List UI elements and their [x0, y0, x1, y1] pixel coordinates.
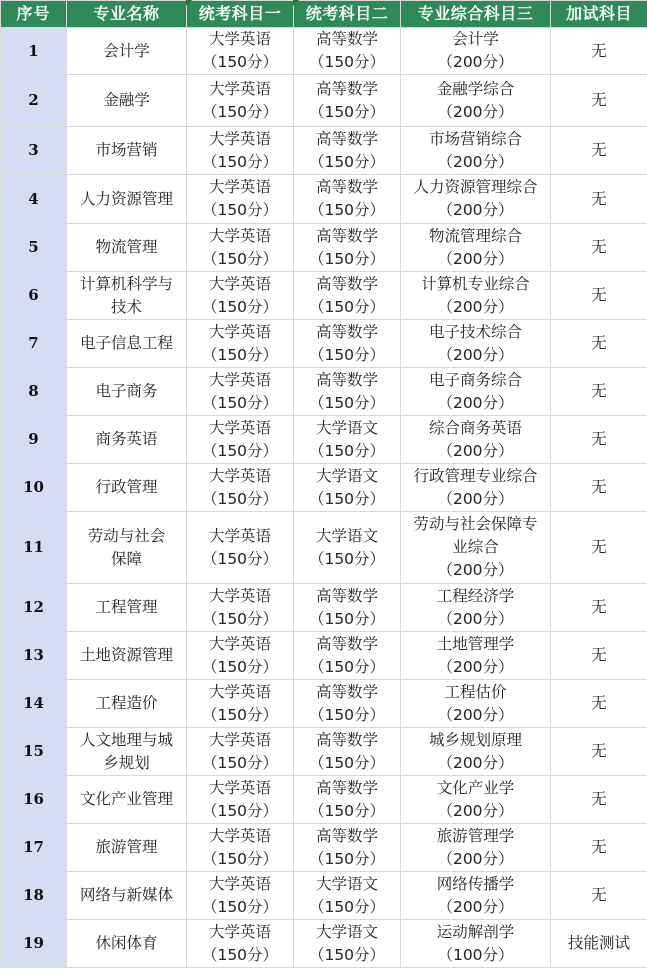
table-row — [1, 320, 647, 368]
header-subject1: 统考科目一 — [187, 1, 294, 28]
subject2-cell — [294, 224, 401, 272]
extra-subject: 无 — [551, 127, 647, 175]
subject1-cell-line: （150分） — [201, 549, 279, 568]
subject3-cell-line: 土地管理学 — [436, 634, 515, 653]
subject1-cell-line: 大学英语 — [208, 370, 271, 389]
subject1-cell-line: （150分） — [201, 201, 279, 219]
row-index: 13 — [1, 632, 67, 680]
subject3-cell-line: （200分） — [437, 249, 514, 268]
subject2-cell-line: （150分） — [308, 849, 386, 868]
major-name-line: 乡规划 — [103, 753, 150, 772]
subject2-cell — [294, 272, 401, 320]
major-name — [67, 28, 187, 75]
major-name-line: 金融学 — [103, 91, 150, 109]
subject1-cell-line: 大学英语 — [208, 178, 271, 196]
header-extra: 加试科目 — [551, 1, 647, 28]
extra-subject: 无 — [551, 320, 647, 368]
subject2-cell-line: 高等数学 — [315, 226, 378, 245]
major-name-line: 旅游管理 — [95, 838, 158, 856]
table-row — [1, 416, 647, 464]
subject1-cell — [187, 368, 294, 416]
subject3-cell — [401, 584, 551, 632]
subject1-cell — [187, 127, 294, 175]
cell-comment-marker — [293, 0, 299, 6]
subject2-cell-line: （150分） — [308, 152, 386, 171]
subject1-cell — [187, 175, 294, 224]
row-index: 10 — [1, 464, 67, 512]
major-name — [67, 320, 187, 368]
major-name — [67, 728, 187, 776]
subject1-cell-line: 大学英语 — [208, 274, 271, 293]
row-index: 11 — [1, 512, 67, 584]
subject3-cell — [401, 75, 551, 127]
subject2-cell-line: 高等数学 — [315, 586, 378, 605]
row-index: 4 — [1, 175, 67, 224]
subject1-cell-line: 大学英语 — [208, 634, 271, 653]
subject3-cell-line: 计算机专业综合 — [421, 274, 530, 293]
extra-subject: 无 — [551, 175, 647, 224]
table-row — [1, 680, 647, 728]
subject2-cell — [294, 320, 401, 368]
extra-subject: 技能测试 — [551, 920, 647, 968]
subject1-cell-line: （150分） — [201, 102, 279, 121]
subject3-cell-line: （200分） — [437, 849, 514, 868]
extra-subject: 无 — [551, 824, 647, 872]
header-major: 专业名称 — [67, 1, 187, 28]
subject3-cell-line: 行政管理专业综合 — [413, 466, 538, 485]
major-name — [67, 776, 187, 824]
subject2-cell-line: 高等数学 — [315, 682, 378, 701]
subject3-cell-line: （200分） — [437, 201, 514, 219]
subject2-cell — [294, 872, 401, 920]
major-name — [67, 920, 187, 968]
subject3-cell-line: （200分） — [437, 152, 514, 171]
table-row — [1, 512, 647, 584]
table-row — [1, 776, 647, 824]
subject3-cell — [401, 28, 551, 75]
subject3-cell — [401, 776, 551, 824]
subject2-cell-line: （150分） — [308, 657, 386, 676]
row-index: 1 — [1, 28, 67, 75]
subject3-cell-line: （200分） — [437, 489, 514, 508]
subject3-cell — [401, 368, 551, 416]
subject3-cell-line: 劳动与社会保障专 — [413, 515, 538, 533]
major-name-line: 保障 — [110, 549, 142, 568]
subject3-cell — [401, 872, 551, 920]
major-name-line: 人文地理与城 — [79, 730, 173, 749]
extra-subject: 无 — [551, 75, 647, 127]
major-name-line: 人力资源管理 — [79, 189, 173, 208]
major-name — [67, 416, 187, 464]
subject2-cell-line: 高等数学 — [315, 730, 378, 749]
major-name-line: 市场营销 — [95, 141, 158, 159]
major-name — [67, 224, 187, 272]
subject2-cell-line: 大学语文 — [315, 526, 378, 545]
subject1-cell — [187, 28, 294, 75]
major-name-line: 文化产业管理 — [79, 790, 173, 808]
table-row — [1, 28, 647, 75]
subject1-cell-line: （150分） — [201, 705, 279, 724]
major-name — [67, 368, 187, 416]
subject3-cell-line: 运动解剖学 — [436, 922, 515, 941]
subject3-cell-line: （200分） — [437, 753, 514, 772]
subject2-cell — [294, 464, 401, 512]
row-index: 2 — [1, 75, 67, 127]
subject3-cell — [401, 127, 551, 175]
subject1-cell-line: 大学英语 — [208, 730, 271, 749]
subject1-cell — [187, 776, 294, 824]
subject3-cell-line: （200分） — [437, 609, 514, 628]
major-name-line: 计算机科学与 — [79, 274, 173, 293]
table-row — [1, 464, 647, 512]
major-name — [67, 127, 187, 175]
subject3-cell — [401, 728, 551, 776]
subject1-cell-line: （150分） — [201, 897, 279, 916]
subject1-cell-line: （150分） — [201, 297, 279, 316]
major-name — [67, 632, 187, 680]
subject2-cell-line: 大学语文 — [315, 418, 378, 437]
subject2-cell-line: （150分） — [308, 753, 386, 772]
subject1-cell — [187, 75, 294, 127]
subject3-cell — [401, 680, 551, 728]
subject2-cell-line: （150分） — [308, 53, 386, 71]
subject1-cell — [187, 416, 294, 464]
extra-subject: 无 — [551, 224, 647, 272]
subject3-cell-line: （100分） — [437, 945, 514, 964]
subject2-cell — [294, 368, 401, 416]
table-row — [1, 584, 647, 632]
subject1-cell — [187, 584, 294, 632]
subject2-cell-line: （150分） — [308, 705, 386, 724]
subject2-cell-line: 高等数学 — [315, 322, 378, 341]
row-index: 16 — [1, 776, 67, 824]
subject1-cell-line: 大学英语 — [208, 922, 271, 941]
subject3-cell — [401, 416, 551, 464]
subject1-cell-line: （150分） — [201, 945, 279, 964]
extra-subject: 无 — [551, 272, 647, 320]
subject3-cell-line: （200分） — [437, 393, 514, 412]
subject1-cell-line: （150分） — [201, 657, 279, 676]
table-row — [1, 272, 647, 320]
subject3-cell-line: 电子技术综合 — [428, 322, 522, 341]
subject3-cell-line: （200分） — [437, 561, 514, 579]
subject3-cell-line: （200分） — [437, 102, 514, 121]
subject3-cell-line: 电子商务综合 — [428, 370, 522, 389]
subject1-cell-line: （150分） — [201, 849, 279, 868]
header-index: 序号 — [1, 1, 67, 28]
subject3-cell-line: （200分） — [437, 53, 514, 71]
subject1-cell-line: 大学英语 — [208, 30, 271, 48]
major-name-line: 工程造价 — [95, 694, 158, 712]
extra-subject: 无 — [551, 584, 647, 632]
row-index: 6 — [1, 272, 67, 320]
subject3-cell — [401, 224, 551, 272]
subject3-cell-line: （200分） — [437, 297, 514, 316]
table-row — [1, 920, 647, 968]
subject1-cell-line: （150分） — [201, 152, 279, 171]
subject1-cell — [187, 872, 294, 920]
subject2-cell-line: 大学语文 — [315, 874, 378, 893]
table-row — [1, 75, 647, 127]
subject2-cell — [294, 824, 401, 872]
table-row — [1, 632, 647, 680]
major-name-line: 土地资源管理 — [79, 646, 173, 664]
subject3-cell-line: （200分） — [437, 801, 514, 820]
subject1-cell — [187, 920, 294, 968]
subject3-cell-line: （200分） — [437, 657, 514, 676]
subject2-cell-line: （150分） — [308, 801, 386, 820]
subject1-cell-line: （150分） — [201, 753, 279, 772]
major-name — [67, 824, 187, 872]
cell-comment-marker — [186, 0, 192, 6]
subject1-cell-line: （150分） — [201, 609, 279, 628]
subject1-cell-line: 大学英语 — [208, 586, 271, 605]
subject1-cell-line: 大学英语 — [208, 418, 271, 437]
subject3-cell-line: 物流管理综合 — [428, 226, 522, 245]
subject2-cell-line: 高等数学 — [315, 129, 378, 148]
major-name-line: 休闲体育 — [95, 934, 158, 952]
row-index: 12 — [1, 584, 67, 632]
subject1-cell-line: （150分） — [201, 249, 279, 268]
subject2-cell-line: 高等数学 — [315, 274, 378, 293]
subject2-cell-line: （150分） — [308, 249, 386, 268]
subject2-cell-line: 大学语文 — [315, 466, 378, 485]
subject1-cell-line: 大学英语 — [208, 682, 271, 701]
header-row — [1, 1, 647, 28]
extra-subject: 无 — [551, 512, 647, 584]
subject1-cell — [187, 728, 294, 776]
subject1-cell-line: （150分） — [201, 345, 279, 364]
subject1-cell-line: 大学英语 — [208, 129, 271, 148]
subject2-cell-line: 高等数学 — [315, 778, 378, 797]
major-name — [67, 512, 187, 584]
subject1-cell — [187, 512, 294, 584]
major-name-line: 物流管理 — [95, 238, 158, 256]
subject3-cell-line: 文化产业学 — [436, 778, 515, 797]
row-index: 8 — [1, 368, 67, 416]
subject1-cell-line: 大学英语 — [208, 826, 271, 845]
subject1-cell-line: 大学英语 — [208, 874, 271, 893]
subject1-cell — [187, 320, 294, 368]
row-index: 5 — [1, 224, 67, 272]
subject3-cell — [401, 632, 551, 680]
subject1-cell-line: 大学英语 — [208, 778, 271, 797]
table-body — [1, 28, 647, 968]
subject2-cell-line: 高等数学 — [315, 634, 378, 653]
subject2-cell — [294, 584, 401, 632]
subject2-cell-line: 高等数学 — [315, 826, 378, 845]
subject3-cell-line: 业综合 — [452, 538, 499, 556]
subject2-cell — [294, 75, 401, 127]
major-name-line: 电子商务 — [95, 382, 158, 400]
subject3-cell-line: 工程估价 — [444, 682, 507, 701]
subject1-cell-line: （150分） — [201, 393, 279, 412]
major-name-line: 技术 — [110, 297, 142, 316]
subject2-cell-line: （150分） — [308, 549, 386, 568]
subject2-cell — [294, 776, 401, 824]
header-subject3: 专业综合科目三 — [401, 1, 551, 28]
row-index: 9 — [1, 416, 67, 464]
subject3-cell — [401, 464, 551, 512]
subject3-cell-line: 市场营销综合 — [428, 129, 522, 148]
subject2-cell-line: 高等数学 — [315, 79, 378, 98]
subject3-cell-line: （200分） — [437, 441, 514, 460]
subject3-cell — [401, 272, 551, 320]
subject1-cell-line: （150分） — [201, 53, 279, 71]
subject2-cell-line: （150分） — [308, 297, 386, 316]
table-row — [1, 175, 647, 224]
row-index: 14 — [1, 680, 67, 728]
subject2-cell — [294, 728, 401, 776]
row-index: 3 — [1, 127, 67, 175]
subject1-cell — [187, 272, 294, 320]
table-row — [1, 127, 647, 175]
subject3-cell-line: （200分） — [437, 345, 514, 364]
major-name-line: 商务英语 — [95, 430, 158, 448]
major-name — [67, 272, 187, 320]
subject2-cell — [294, 920, 401, 968]
subject2-cell — [294, 512, 401, 584]
table-row — [1, 824, 647, 872]
subject3-cell-line: 网络传播学 — [436, 874, 515, 893]
extra-subject: 无 — [551, 776, 647, 824]
major-name — [67, 872, 187, 920]
subject1-cell — [187, 464, 294, 512]
subject1-cell-line: 大学英语 — [208, 226, 271, 245]
major-name — [67, 680, 187, 728]
row-index: 19 — [1, 920, 67, 968]
subject1-cell — [187, 224, 294, 272]
extra-subject: 无 — [551, 28, 647, 75]
subject2-cell-line: （150分） — [308, 945, 386, 964]
subject1-cell-line: 大学英语 — [208, 526, 271, 545]
subject2-cell — [294, 632, 401, 680]
extra-subject: 无 — [551, 632, 647, 680]
subject1-cell-line: 大学英语 — [208, 322, 271, 341]
extra-subject: 无 — [551, 872, 647, 920]
major-name-line: 行政管理 — [95, 478, 158, 496]
subject2-cell-line: 大学语文 — [315, 922, 378, 941]
table-row — [1, 368, 647, 416]
major-name-line: 网络与新媒体 — [79, 886, 173, 904]
table-row — [1, 224, 647, 272]
subject3-cell-line: 工程经济学 — [436, 586, 515, 605]
subject3-cell-line: 城乡规划原理 — [428, 730, 522, 749]
subject1-cell — [187, 680, 294, 728]
subject2-cell — [294, 28, 401, 75]
table-row — [1, 872, 647, 920]
subject2-cell-line: 高等数学 — [315, 30, 378, 48]
major-name-line: 工程管理 — [95, 598, 158, 616]
major-name — [67, 464, 187, 512]
subject2-cell-line: （150分） — [308, 441, 386, 460]
row-index: 15 — [1, 728, 67, 776]
subject1-cell-line: （150分） — [201, 801, 279, 820]
subject2-cell — [294, 680, 401, 728]
subject2-cell-line: （150分） — [308, 201, 386, 219]
subject2-cell-line: （150分） — [308, 489, 386, 508]
subject2-cell-line: （150分） — [308, 393, 386, 412]
subject3-cell-line: 综合商务英语 — [428, 418, 522, 437]
subject3-cell — [401, 920, 551, 968]
subject3-cell — [401, 320, 551, 368]
row-index: 18 — [1, 872, 67, 920]
subject3-cell — [401, 175, 551, 224]
subject1-cell-line: （150分） — [201, 441, 279, 460]
subject1-cell — [187, 824, 294, 872]
major-name-line: 劳动与社会 — [87, 526, 166, 545]
subject3-cell-line: 人力资源管理综合 — [413, 178, 538, 196]
table-row — [1, 728, 647, 776]
subject3-cell-line: 金融学综合 — [436, 79, 515, 98]
major-name-line: 会计学 — [103, 41, 150, 60]
subject1-cell — [187, 632, 294, 680]
subject2-cell — [294, 416, 401, 464]
subject2-cell — [294, 175, 401, 224]
subject2-cell-line: （150分） — [308, 609, 386, 628]
subject3-cell-line: 会计学 — [452, 30, 499, 48]
row-index: 17 — [1, 824, 67, 872]
subject3-cell-line: 旅游管理学 — [436, 826, 515, 845]
subject3-cell-line: （200分） — [437, 897, 514, 916]
extra-subject: 无 — [551, 464, 647, 512]
subject1-cell-line: 大学英语 — [208, 466, 271, 485]
major-name — [67, 175, 187, 224]
subject2-cell-line: （150分） — [308, 102, 386, 121]
major-name — [67, 75, 187, 127]
subject2-cell — [294, 127, 401, 175]
header-subject2: 统考科目二 — [294, 1, 401, 28]
subject1-cell-line: 大学英语 — [208, 79, 271, 98]
major-name-line: 电子信息工程 — [79, 334, 173, 352]
row-index: 7 — [1, 320, 67, 368]
subject1-cell-line: （150分） — [201, 489, 279, 508]
subject2-cell-line: 高等数学 — [315, 178, 378, 196]
major-name — [67, 584, 187, 632]
extra-subject: 无 — [551, 680, 647, 728]
subject2-cell-line: （150分） — [308, 345, 386, 364]
extra-subject: 无 — [551, 728, 647, 776]
extra-subject: 无 — [551, 416, 647, 464]
subject2-cell-line: （150分） — [308, 897, 386, 916]
subject3-cell — [401, 824, 551, 872]
subject3-cell — [401, 512, 551, 584]
subject3-cell-line: （200分） — [437, 705, 514, 724]
extra-subject: 无 — [551, 368, 647, 416]
subject2-cell-line: 高等数学 — [315, 370, 378, 389]
